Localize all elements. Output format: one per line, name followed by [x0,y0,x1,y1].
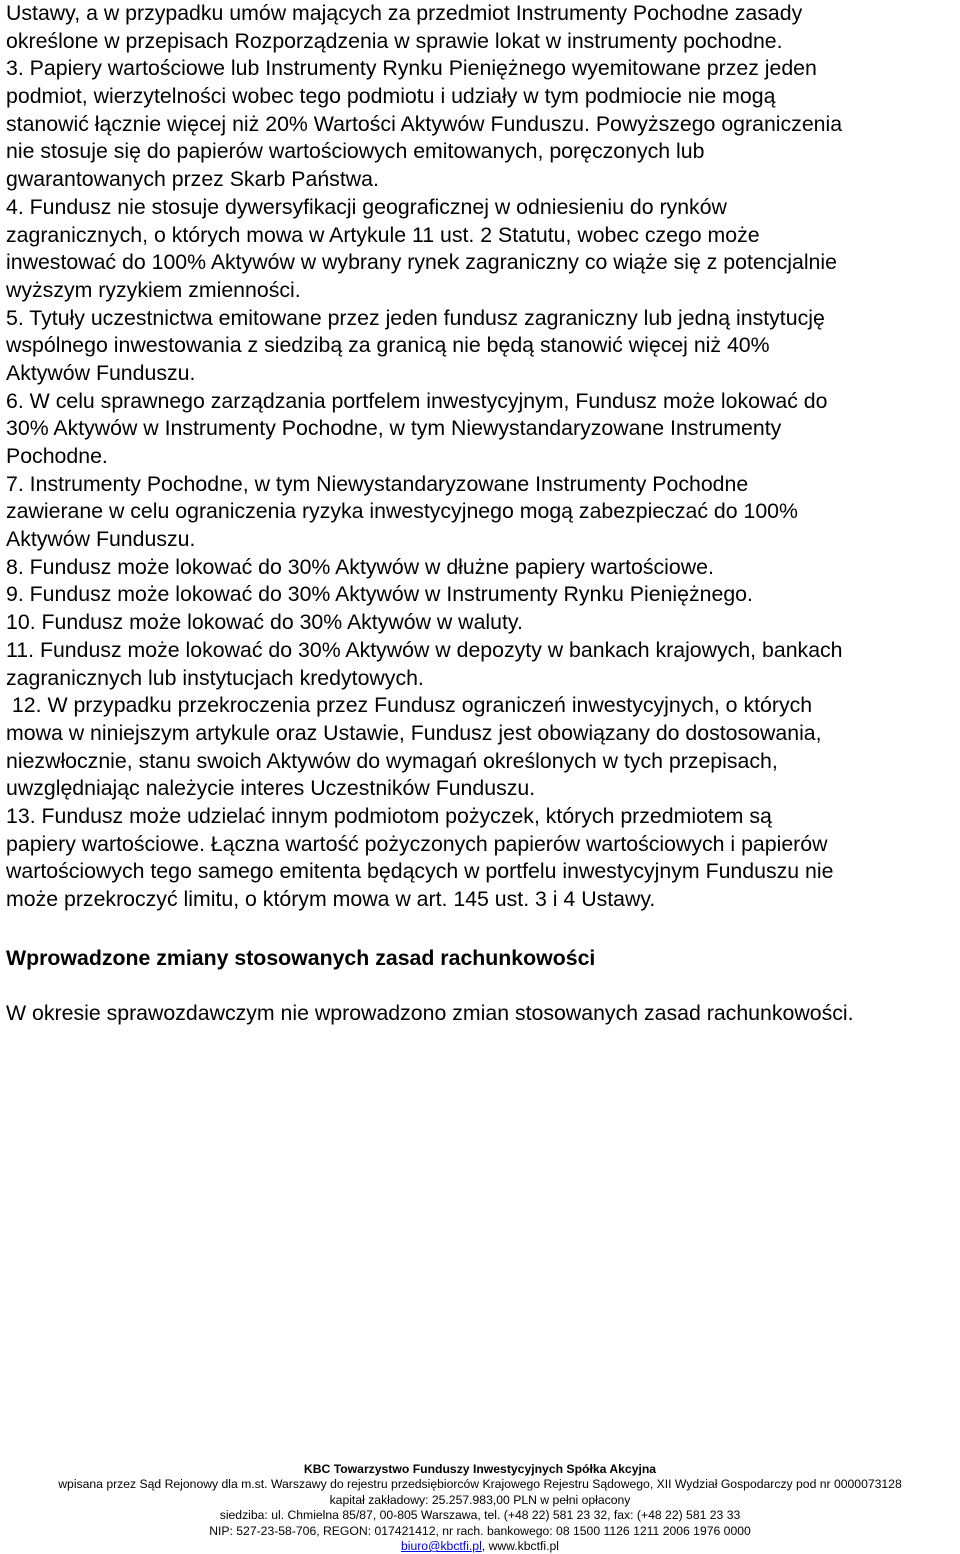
text-line: 4. Fundusz nie stosuje dywersyfikacji geograficznej w odniesieniu do rynków [6,194,727,219]
page-footer [0,1462,960,1554]
section-heading: Wprowadzone zmiany stosowanych zasad rachunkowości [6,946,596,970]
text-line: stanowić łącznie więcej niż 20% Wartości Aktywów Funduszu. Powyższego ograniczenia [6,111,843,136]
text-line: podmiot, wierzytelności wobec tego podmiotu i udziały w tym podmiocie nie mogą [6,84,776,109]
text-line: 12. W przypadku przekroczenia przez Fundusz ograniczeń inwestycyjnych, o których [6,693,813,718]
text-line: inwestować do 100% Aktywów w wybrany rynek zagraniczny co wiąże się z potencjalnie [6,250,837,275]
text-line: gwarantowanych przez Skarb Państwa. [6,167,379,192]
footer-separator: , [481,1539,489,1554]
text-line: 13. Fundusz może udzielać innym podmiotom pożyczek, których przedmiotem są [6,803,772,828]
text-line: określone w przepisach Rozporządzenia w sprawie lokat w instrumenty pochodne. [6,28,783,53]
footer-company-name: KBC Towarzystwo Funduszy Inwestycyjnych Spółka Akcyjna [303,1462,657,1476]
text-line: Pochodne. [6,444,108,468]
text-line: 8. Fundusz może lokować do 30% Aktywów w dłużne papiery wartościowe. [6,554,714,579]
text-line: wspólnego inwestowania z siedzibą za granicą nie będą stanowić więcej niż 40% [6,333,770,358]
text-line: może przekroczyć limitu, o którym mowa w art. 145 ust. 3 i 4 Ustawy. [6,887,656,911]
text-line: zawierane w celu ograniczenia ryzyka inwestycyjnego mogą zabezpieczać do 100% [6,499,798,524]
text-line: 11. Fundusz może lokować do 30% Aktywów w depozyty w bankach krajowych, bankach [6,637,843,662]
footer-registry: wpisana przez Sąd Rejonowy dla m.st. Warszawy do rejestru przedsiębiorców Krajowego Rejestru Sądowego, XII Wydział Gospodarczy pod nr 0000073128 [58,1477,902,1492]
text-line: 3. Papiery wartościowe lub Instrumenty Rynku Pieniężnego wyemitowane przez jeden [6,56,817,81]
text-line: Aktywów Funduszu. [6,360,196,385]
text-line: zagranicznych lub instytucjach kredytowych. [6,665,424,690]
text-line: 30% Aktywów w Instrumenty Pochodne, w tym Niewystandaryzowane Instrumenty [6,416,782,441]
section-paragraph: W okresie sprawozdawczym nie wprowadzono zmian stosowanych zasad rachunkowości. [6,1001,854,1025]
text-line: 5. Tytuły uczestnictwa emitowane przez jeden fundusz zagraniczny lub jedną instytucję [6,305,825,330]
text-line: Aktywów Funduszu. [6,527,196,552]
text-line: papiery wartościowe. Łączna wartość pożyczonych papierów wartościowych i papierów [6,831,828,856]
text-line: zagranicznych, o których mowa w Artykule 11 ust. 2 Statutu, wobec czego może [6,222,760,247]
footer-ids: NIP: 527-23-58-706, REGON: 017421412, nr rach. bankowego: 08 1500 1126 1211 2006 1976 0000 [209,1523,751,1538]
text-line: nie stosuje się do papierów wartościowych emitowanych, poręczonych lub [6,139,705,164]
text-line: uwzględniając należycie interes Uczestników Funduszu. [6,776,536,801]
text-line: Ustawy, a w przypadku umów mających za przedmiot Instrumenty Pochodne zasady [6,1,803,25]
text-line: 7. Instrumenty Pochodne, w tym Niewystandaryzowane Instrumenty Pochodne [6,471,749,496]
document-body [6,0,960,914]
text-line: niezwłocznie, stanu swoich Aktywów do wymagań określonych w tych przepisach, [6,748,778,773]
footer-email-link[interactable]: biuro@kbctfi.pl [400,1539,482,1554]
text-line: wartościowych tego samego emitenta będących w portfelu inwestycyjnym Funduszu nie [6,859,834,884]
footer-address: siedziba: ul. Chmielna 85/87, 00-805 Warszawa, tel. (+48 22) 581 23 32, fax: (+48 22) 581 23 33 [219,1508,741,1523]
text-line: 10. Fundusz może lokować do 30% Aktywów w waluty. [6,610,523,635]
footer-website: www.kbctfi.pl [488,1539,559,1554]
text-line: wyższym ryzykiem zmienności. [6,277,301,302]
footer-capital: kapitał zakładowy: 25.257.983,00 PLN w pełni opłacony [329,1492,631,1507]
text-line: mowa w niniejszym artykule oraz Ustawie, Fundusz jest obowiązany do dostosowania, [6,720,822,745]
text-line: 6. W celu sprawnego zarządzania portfelem inwestycyjnym, Fundusz może lokować do [6,388,828,413]
text-line: 9. Fundusz może lokować do 30% Aktywów w Instrumenty Rynku Pieniężnego. [6,582,753,607]
